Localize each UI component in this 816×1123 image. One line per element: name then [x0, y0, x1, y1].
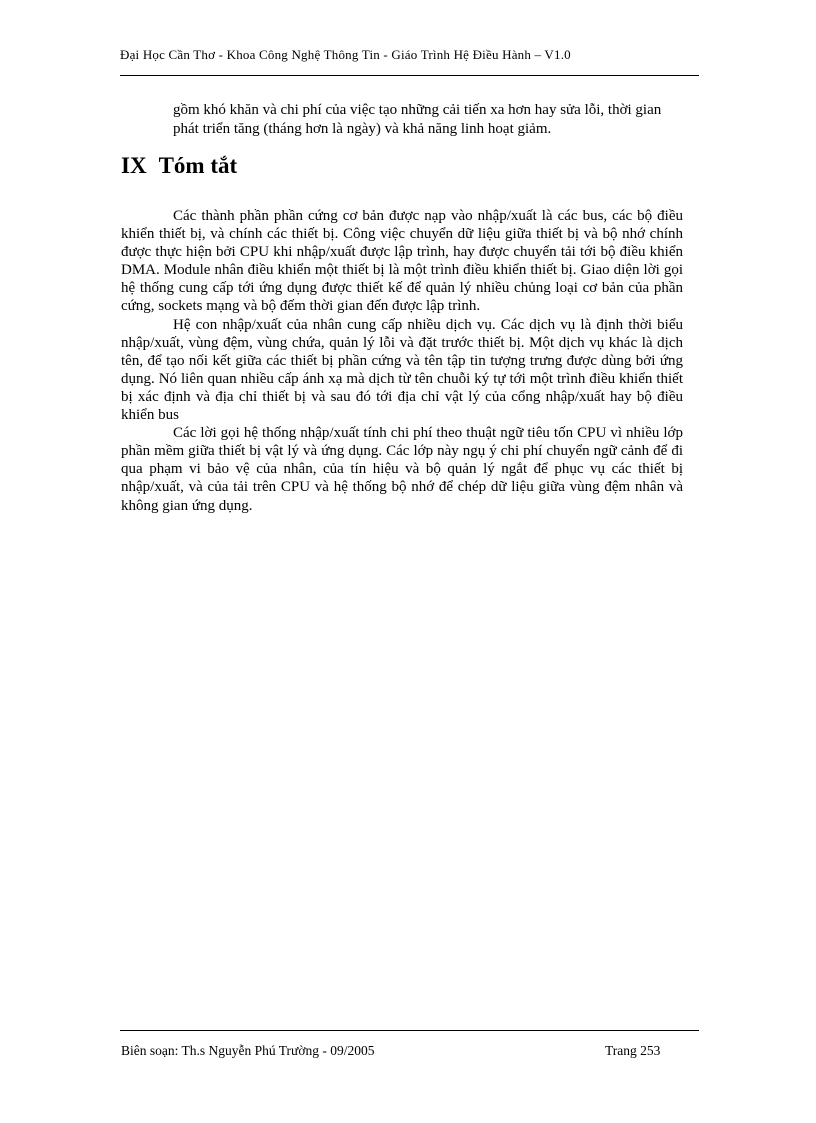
intro-paragraph: gồm khó khăn và chi phí của việc tạo những cải tiến xa hơn hay sửa lỗi, thời gian phát triển tăng (tháng hơn là ngày) và khả năng linh hoạt giảm. [173, 102, 662, 137]
section-number: IX [121, 153, 147, 178]
body-paragraph: Hệ con nhập/xuất của nhân cung cấp nhiều dịch vụ. Các dịch vụ là định thời biểu nhập/xuất, vùng đệm, vùng chứa, quản lý lỗi và đặt trước thiết bị. Một dịch vụ khác là dịch tên, để tạo nối kết giữa các thiết bị phần cứng và tên tập tin tượng trưng được dùng bởi ứng dụng. Nó liên quan nhiều cấp ánh xạ mà dịch từ tên chuỗi ký tự tới một trình điều khiển thiết bị xác định và địa chỉ thiết bị và sau đó tới địa chỉ vật lý của cổng nhập/xuất hay bộ điều khiển bus [121, 316, 683, 424]
section-title: Tóm tắt [158, 153, 238, 178]
header-divider [120, 75, 699, 76]
body-paragraph: Các lời gọi hệ thống nhập/xuất tính chi phí theo thuật ngữ tiêu tốn CPU vì nhiều lớp phần mềm giữa thiết bị vật lý và ứng dụng. Các lớp này ngụ ý chi phí chuyển ngữ cảnh để đi qua phạm vi bảo vệ của nhân, của tín hiệu và bộ quản lý ngắt để phục vụ các thiết bị nhập/xuất, và của tải trên CPU và hệ thống bộ nhớ để chép dữ liệu giữa vùng đệm nhân và không gian ứng dụng. [121, 425, 683, 514]
page-number: Trang 253 [605, 1043, 661, 1058]
page-header: Đại Học Cần Thơ - Khoa Công Nghệ Thông Tin - Giáo Trình Hệ Điều Hành – V1.0 [120, 47, 571, 62]
section-body [121, 207, 683, 515]
section-heading [121, 153, 237, 179]
body-paragraph: Các thành phần phần cứng cơ bản được nạp vào nhập/xuất là các bus, các bộ điều khiển thiết bị, và chính các thiết bị. Công việc chuyển dữ liệu giữa thiết bị và bộ nhớ chính được thực hiện bởi CPU khi nhập/xuất được lập trình, hay được chuyển tải tới bộ điều khiển DMA. Module nhân điều khiển một thiết bị là một trình điều khiển thiết bị. Giao diện lời gọi hệ thống cung cấp tới ứng dụng được thiết kế để quản lý nhiều chủng loại cơ bản của phần cứng, sockets mạng và bộ đếm thời gian đến được lập trình. [121, 208, 683, 315]
footer-divider [120, 1030, 699, 1031]
footer-author: Biên soạn: Th.s Nguyễn Phú Trường - 09/2005 [121, 1043, 375, 1058]
